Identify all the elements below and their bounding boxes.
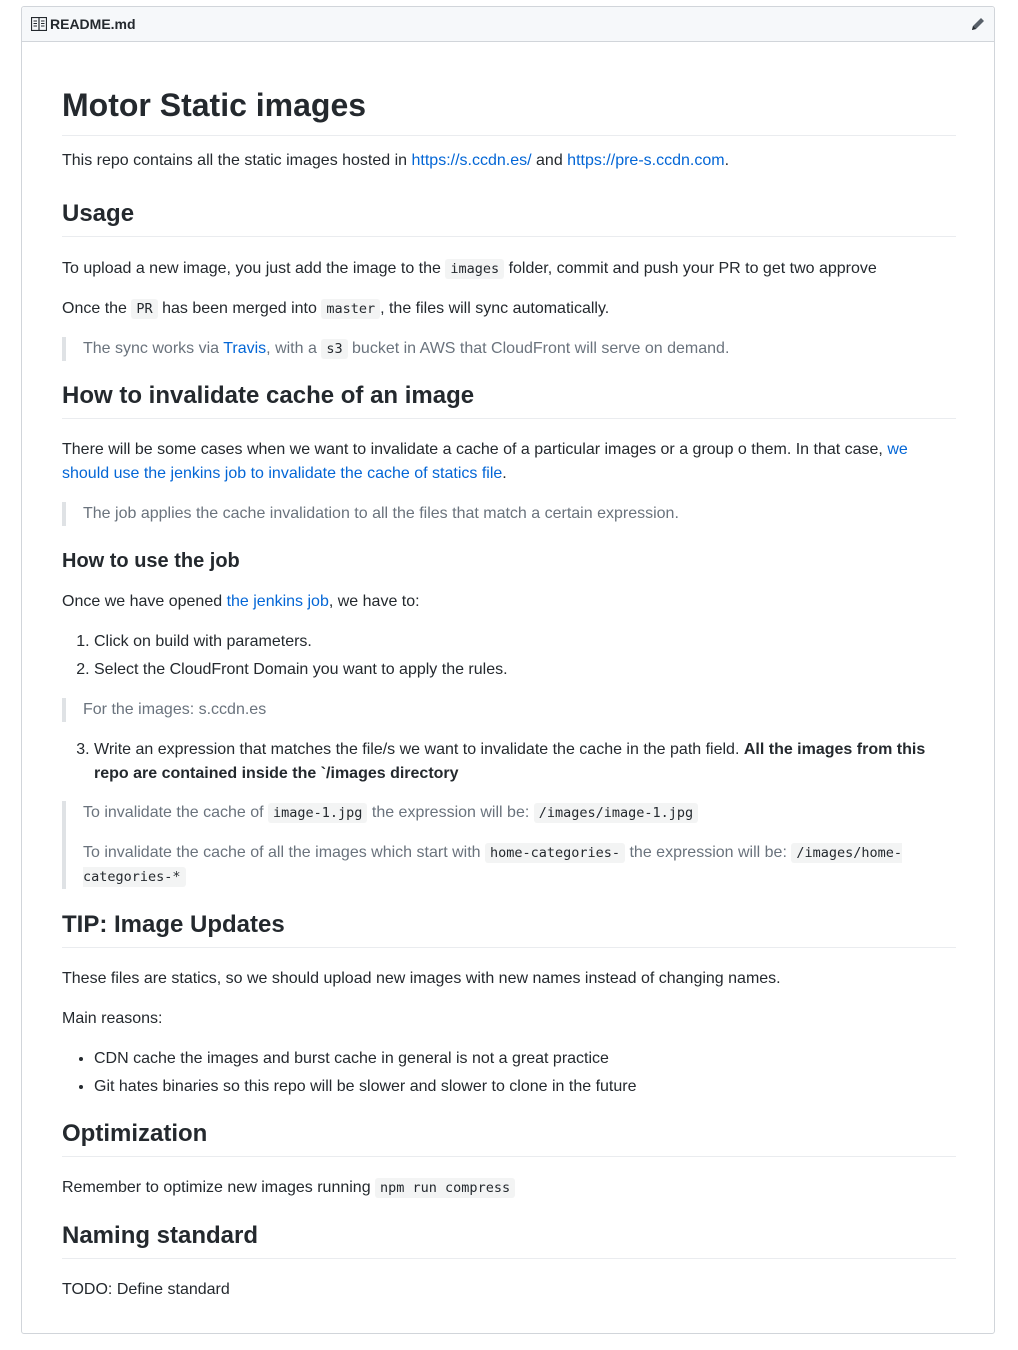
usage-heading: Usage bbox=[62, 199, 956, 237]
expression-quote-2 bbox=[83, 841, 956, 889]
readme-header bbox=[22, 7, 994, 42]
list-item bbox=[94, 738, 956, 786]
use-job-text: Once we have opened bbox=[62, 593, 227, 610]
tip-paragraph-2: Main reasons: bbox=[62, 1010, 163, 1027]
intro-paragraph bbox=[62, 149, 956, 173]
tip-heading: TIP: Image Updates bbox=[62, 910, 956, 948]
q1-text: To invalidate the cache of bbox=[83, 804, 269, 821]
list-item: • CDN cache the images and burst cache in general is not a great practice bbox=[94, 1047, 956, 1071]
usage-p1-text: To upload a new image, you just add the image to the bbox=[62, 260, 446, 277]
images-code: images bbox=[445, 259, 504, 279]
tip-paragraph-1: These files are statics, so we should upload new images with new names instead of changing names. bbox=[62, 970, 781, 987]
images-domain-quote bbox=[62, 698, 956, 722]
s-ccdn-link[interactable]: https://s.ccdn.es/ bbox=[411, 152, 532, 169]
home-categories-code: home-categories- bbox=[485, 843, 625, 863]
sync-quote bbox=[62, 337, 956, 361]
intro-and: and bbox=[531, 152, 568, 169]
q2-mid: the expression will be: bbox=[625, 844, 792, 861]
steps-list bbox=[62, 630, 956, 686]
sync-quote-before: The sync works via bbox=[83, 340, 224, 357]
image-1-code: image-1.jpg bbox=[268, 803, 367, 823]
reasons-list bbox=[62, 1047, 956, 1103]
q1-mid: the expression will be: bbox=[367, 804, 534, 821]
s3-code: s3 bbox=[321, 339, 347, 359]
invalidate-period: . bbox=[502, 465, 507, 482]
book-icon bbox=[31, 17, 47, 31]
invalidate-text: There will be some cases when we want to invalidate a cache of a particular images or a group o them. In that case, bbox=[62, 441, 888, 458]
pencil-icon[interactable] bbox=[970, 16, 986, 32]
expression-quote bbox=[62, 801, 956, 889]
usage-paragraph-1 bbox=[62, 257, 956, 281]
invalidate-paragraph bbox=[62, 438, 956, 486]
optimization-heading: Optimization bbox=[62, 1119, 956, 1157]
steps-list-continued bbox=[62, 738, 956, 790]
intro-period: . bbox=[724, 152, 730, 169]
optimization-paragraph bbox=[62, 1176, 956, 1200]
images-domain-text: For the images: s.ccdn.es bbox=[83, 701, 267, 718]
file-name: README.md bbox=[50, 16, 136, 32]
page-title: Motor Static images bbox=[62, 85, 956, 136]
naming-paragraph: TODO: Define standard bbox=[62, 1281, 230, 1298]
pre-s-ccdn-link[interactable]: https://pre-s.ccdn.com bbox=[567, 152, 725, 169]
travis-link[interactable]: Travis bbox=[223, 340, 267, 357]
sync-quote-mid: , with a bbox=[266, 340, 322, 357]
image-1-path-code: /images/image-1.jpg bbox=[534, 803, 698, 823]
usage-p2-text: Once the bbox=[62, 300, 132, 317]
invalidate-heading: How to invalidate cache of an image bbox=[62, 381, 956, 419]
expression-quote-1 bbox=[83, 801, 956, 825]
home-categories-path-code: /images/home-categories-* bbox=[83, 845, 903, 885]
readme-box bbox=[21, 6, 995, 1334]
pr-code: PR bbox=[131, 299, 157, 319]
jenkins-invalidate-link[interactable]: we should use the jenkins job to invalidate the cache of statics file bbox=[62, 441, 908, 482]
use-job-heading: How to use the job bbox=[62, 550, 240, 572]
npm-compress-code: npm run compress bbox=[375, 1178, 515, 1198]
jenkins-job-link[interactable]: the jenkins job bbox=[226, 593, 329, 610]
use-job-after: , we have to: bbox=[328, 593, 420, 610]
list-item: 1. Click on build with parameters. bbox=[94, 630, 956, 654]
naming-heading: Naming standard bbox=[62, 1221, 956, 1259]
master-code: master bbox=[321, 299, 380, 319]
usage-p2-mid: has been merged into bbox=[157, 300, 322, 317]
list-item: 2. Select the CloudFront Domain you want to apply the rules. bbox=[94, 658, 956, 682]
sync-quote-text bbox=[83, 337, 956, 361]
usage-paragraph-2 bbox=[62, 297, 956, 321]
q2-text: To invalidate the cache of all the images which start with bbox=[83, 844, 485, 861]
step3-bold: All the images from this repo are contained inside the `/images directory bbox=[94, 741, 926, 782]
use-job-paragraph bbox=[62, 590, 956, 614]
job-quote bbox=[62, 502, 956, 526]
optimization-text: Remember to optimize new images running bbox=[62, 1179, 376, 1196]
step3-text: Write an expression that matches the file/s we want to invalidate the cache in the path field. bbox=[94, 741, 744, 758]
intro-text: This repo contains all the static images hosted in bbox=[62, 152, 412, 169]
job-quote-text: The job applies the cache invalidation to all the files that match a certain expression. bbox=[83, 505, 679, 522]
sync-quote-after: bucket in AWS that CloudFront will serve on demand. bbox=[347, 340, 730, 357]
usage-p1-text-after: folder, commit and push your PR to get two approve bbox=[504, 260, 877, 277]
list-item: • Git hates binaries so this repo will be slower and slower to clone in the future bbox=[94, 1075, 956, 1099]
usage-p2-after: , the files will sync automatically. bbox=[380, 300, 610, 317]
